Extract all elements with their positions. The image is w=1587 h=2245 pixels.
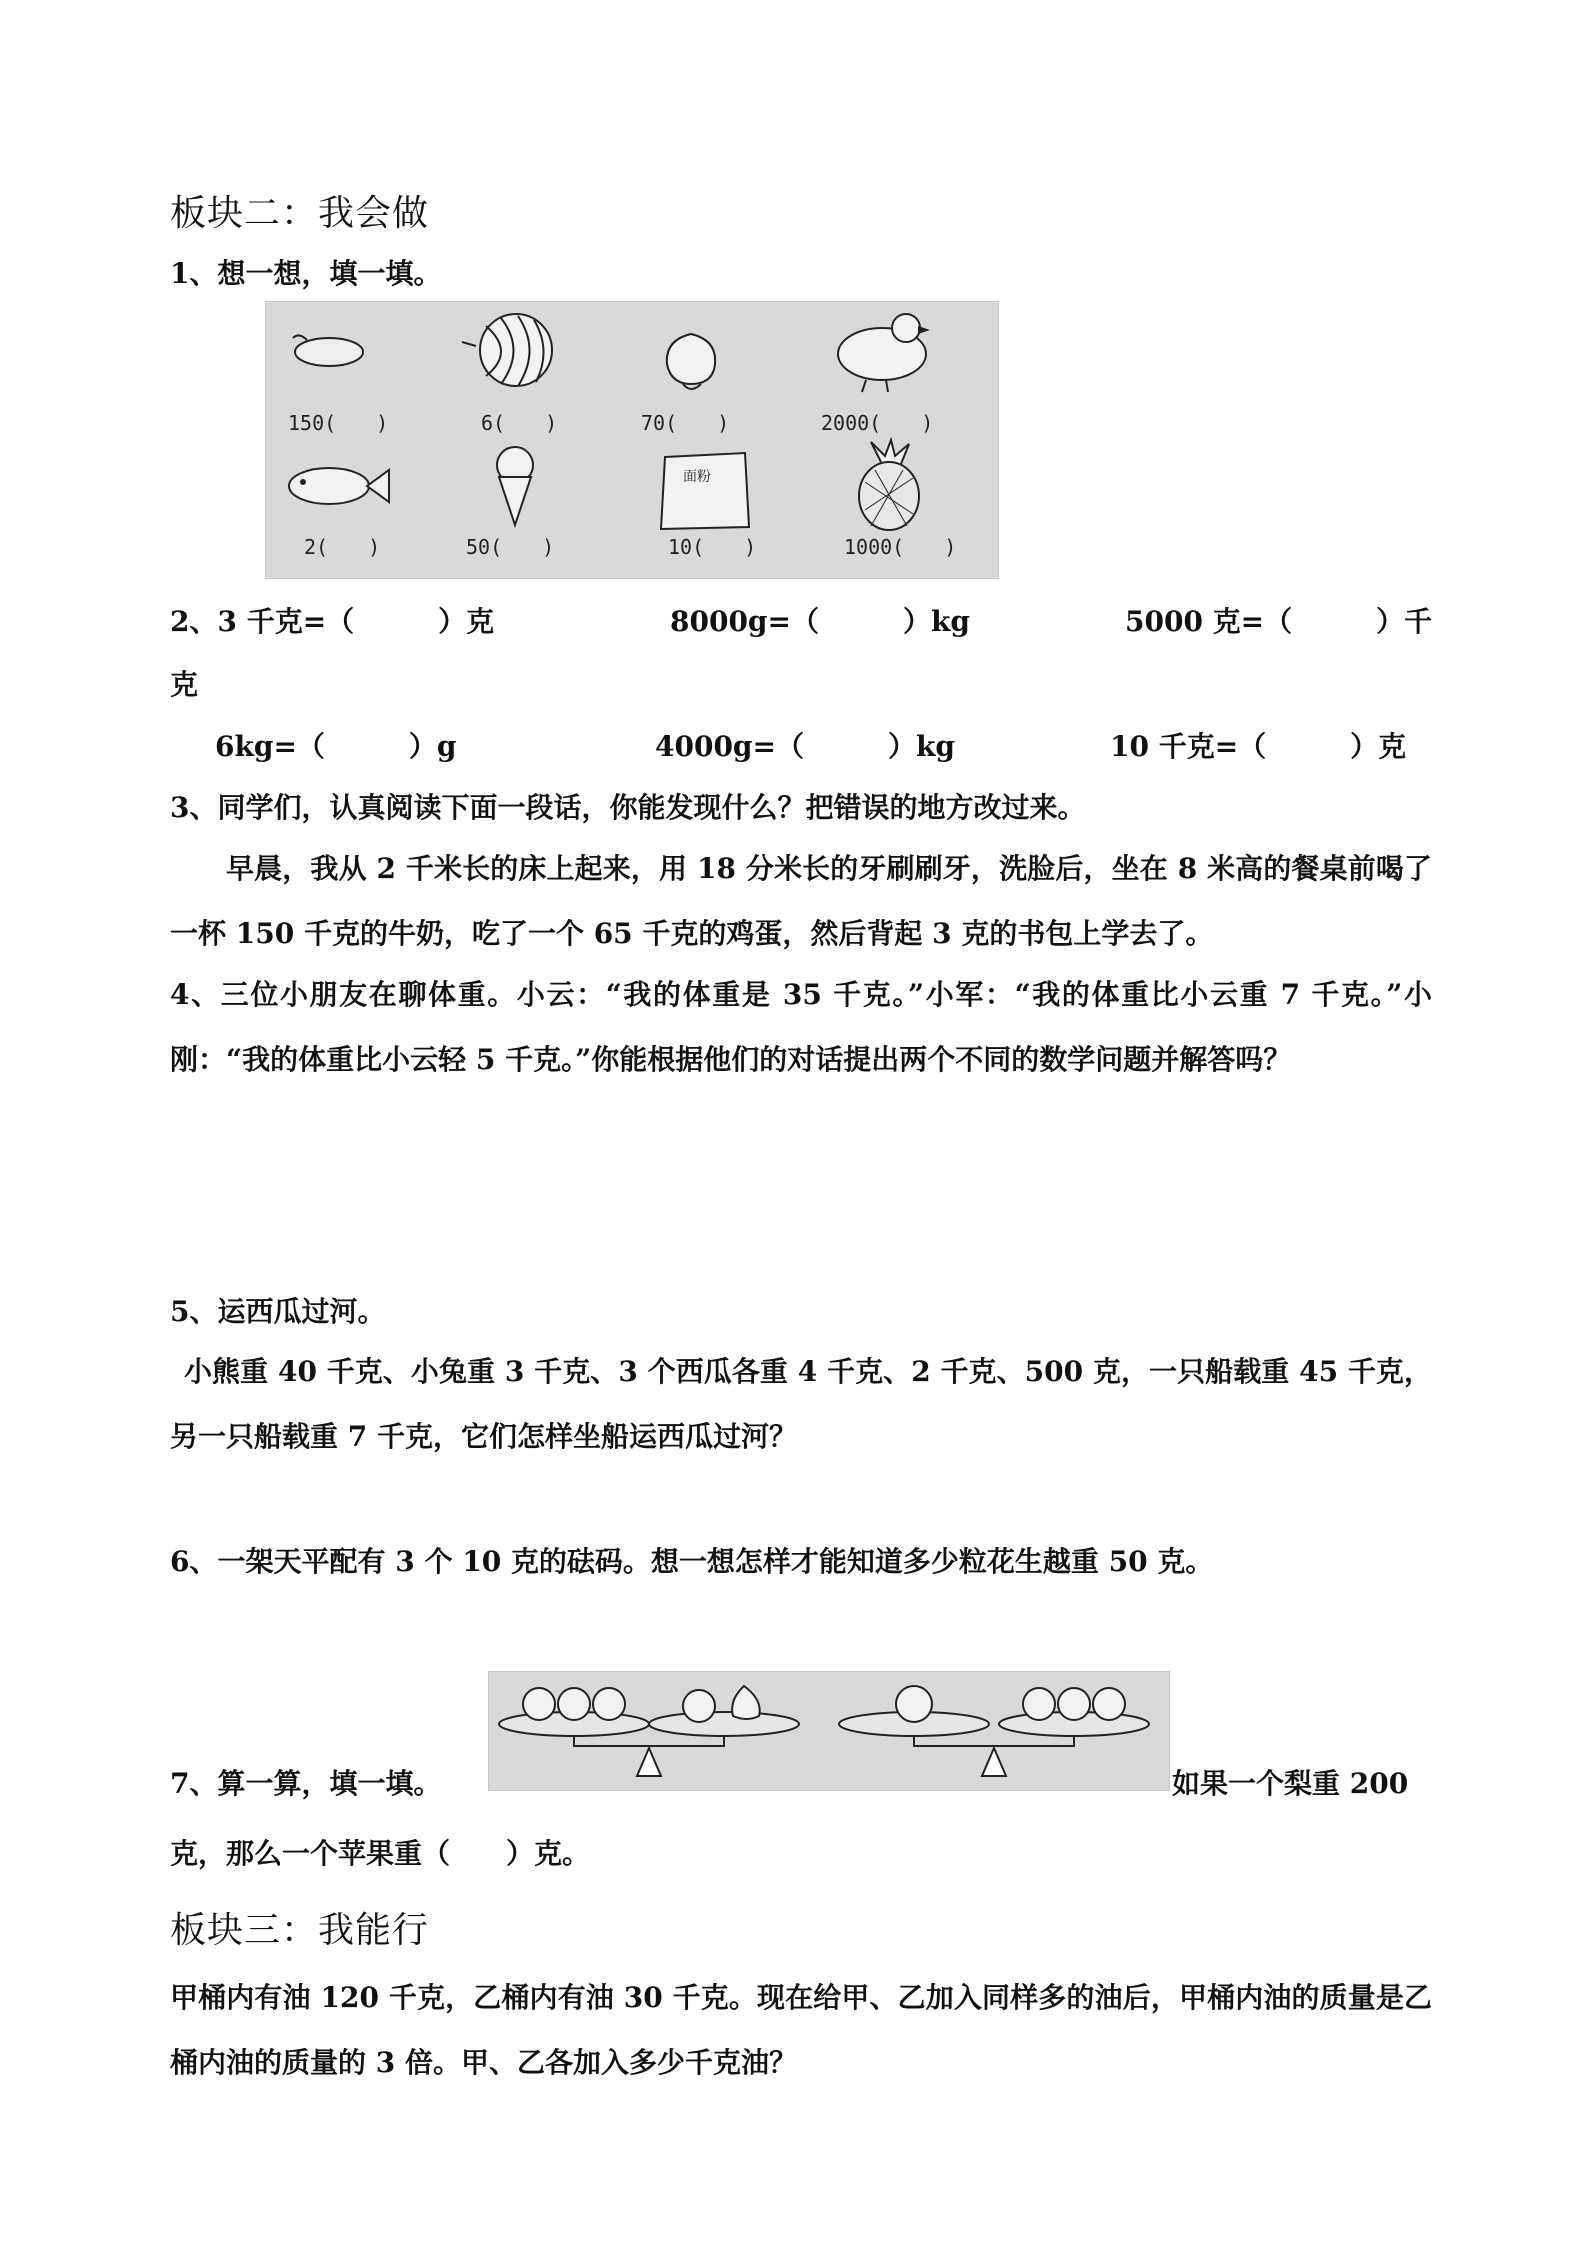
ice-cream-icon xyxy=(497,447,533,525)
apple-icon xyxy=(896,1686,932,1722)
question-5-text: 小熊重 40 千克、小兔重 3 千克、3 个西瓜各重 4 千克、2 千克、500 克，一只船载重 45 千克，另一只船载重 7 千克，它们怎样坐船运西瓜过河？ xyxy=(170,1355,1432,1453)
q1-value-5: 2( ) xyxy=(304,535,381,559)
peach-icon xyxy=(1023,1688,1125,1720)
pear-icon xyxy=(732,1686,760,1719)
eggplant-icon xyxy=(293,335,363,366)
flour-bag-label: 面粉 xyxy=(683,469,711,485)
question-6-text: 6、一架天平配有 3 个 10 克的砝码。想一想怎样才能知道多少粒花生越重 50 克。 xyxy=(170,1545,1214,1578)
q2-item-2: 8000g=（ ）kg xyxy=(670,605,970,638)
section2-title: 板块二：我会做 xyxy=(170,193,430,234)
q2-item-3-wrap: 克 xyxy=(170,668,199,701)
q2-item-1: 2、3 千克=（ ）克 xyxy=(170,605,495,638)
q1-value-7: 10( ) xyxy=(668,535,757,559)
question-3-prompt: 3、同学们，认真阅读下面一段话，你能发现什么？把错误的地方改过来。 xyxy=(170,791,1086,824)
right-balance-scale-icon xyxy=(839,1686,1149,1776)
section3-title: 板块三：我能行 xyxy=(170,1910,430,1951)
q1-value-6: 50( ) xyxy=(466,535,555,559)
q1-value-4: 2000( ) xyxy=(821,411,934,435)
q2-item-5: 4000g=（ ）kg xyxy=(655,730,955,763)
q2-item-3: 5000 克=（ ）千 xyxy=(1125,605,1433,638)
flour-bag-icon xyxy=(661,453,749,529)
question-3-passage: 早晨，我从 2 千米长的床上起来，用 18 分米长的牙刷刷牙，洗脸后，坐在 8 米高的餐桌前喝了一杯 150 千克的牛奶，吃了一个 65 千克的鸡蛋，然后背起 3 克的书包上学去了。 xyxy=(170,852,1432,950)
peach-icon xyxy=(683,1690,715,1722)
q1-items-photo xyxy=(265,301,999,579)
question-5-label: 5、运西瓜过河。 xyxy=(170,1295,386,1328)
q1-value-2: 6( ) xyxy=(481,411,558,435)
q1-value-3: 70( ) xyxy=(641,411,730,435)
watermelon-icon xyxy=(462,314,552,386)
balance-scale-photo xyxy=(488,1671,1170,1791)
left-balance-scale-icon xyxy=(499,1686,799,1776)
question-4-text: 4、三位小朋友在聊体重。小云：“我的体重是 35 千克。”小军：“我的体重比小云重 7 千克。”小刚：“我的体重比小云轻 5 千克。”你能根据他们的对话提出两个不同的数学问题并解答吗？ xyxy=(170,978,1432,1076)
q2-item-4: 6kg=（ ）g xyxy=(215,730,457,763)
q1-value-1: 150( ) xyxy=(288,411,389,435)
question-1-label: 1、想一想，填一填。 xyxy=(170,257,442,290)
section3-problem: 甲桶内有油 120 千克，乙桶内有油 30 千克。现在给甲、乙加入同样多的油后，甲桶内油的质量是乙桶内油的质量的 3 倍。甲、乙各加入多少千克油？ xyxy=(170,1981,1432,2079)
pineapple-icon xyxy=(859,440,919,530)
fish-icon xyxy=(289,468,389,504)
question-7-condition: 如果一个梨重 200 xyxy=(1172,1767,1409,1800)
peach-icon xyxy=(667,334,715,389)
question-7-label: 7、算一算，填一填。 xyxy=(170,1767,442,1800)
chick-icon xyxy=(838,314,930,392)
question-7-blank-line: 克，那么一个苹果重（ ）克。 xyxy=(170,1837,591,1870)
peach-icon xyxy=(523,1688,625,1720)
q1-value-8: 1000( ) xyxy=(844,535,957,559)
q2-item-6: 10 千克=（ ）克 xyxy=(1110,730,1407,763)
